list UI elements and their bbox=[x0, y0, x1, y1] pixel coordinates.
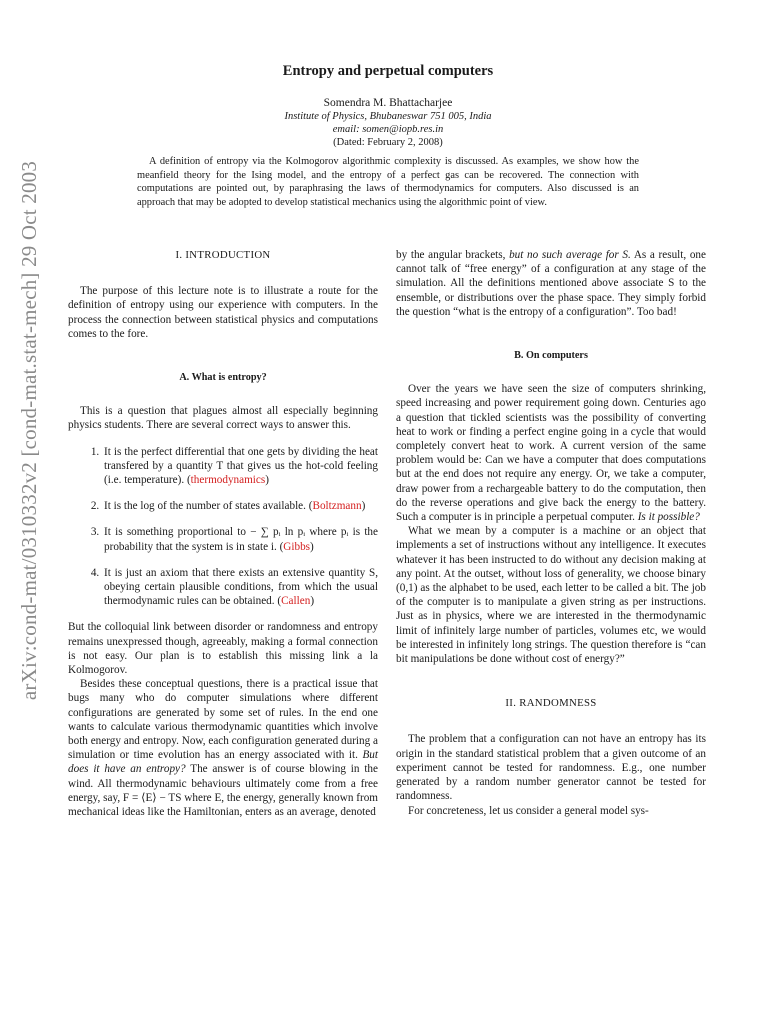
author: Somendra M. Bhattacharjee bbox=[323, 97, 453, 109]
citation-link[interactable]: thermodynamics bbox=[190, 474, 266, 487]
entropy-definitions-list bbox=[68, 445, 378, 609]
continued-paragraph: by the angular brackets, but no such average for S. As a result, one cannot talk of “free energy” of a configuration at any stage of the simulation. All the definitions mentioned above associate S to the ensemble, or distributions over the phase space. They simply forbid the question “what is the entropy of a configuration”. Too bad! bbox=[396, 249, 706, 318]
paper-title: Entropy and perpetual computers bbox=[282, 63, 494, 79]
randomness-paragraph: The problem that a configuration can not have an entropy has its origin in the standard statistical problem that a given outcome of an experiment cannot be tested for randomness. E.g., one number generated by a random number generator cannot be tested for randomness. bbox=[396, 733, 706, 803]
besides-paragraph: Besides these conceptual questions, there is a practical issue that bugs many who do computer simulations where different configurations are generated by some set of rules. In the end one wants to calculate various thermodynamic quantities which involve both energy and entropy. Now, each configuration generated during a simulation or time evolution has an energy associated with it. But does it have an entropy? The answer is of course blowing in the wind. All thermodynamic behaviours ultimately come from a free energy, say, F = ⟨E⟩ − TS where E, the energy, generally known from mechanical ideas like the Hamiltonian, enters as an average, denoted bbox=[68, 678, 378, 819]
affiliation: Institute of Physics, Bhubaneswar 751 005, India bbox=[284, 111, 492, 122]
subsection-heading-what-is-entropy: A. What is entropy? bbox=[179, 372, 267, 384]
citation-link[interactable]: Callen bbox=[281, 595, 311, 608]
concreteness-paragraph: For concreteness, let us consider a general model sys- bbox=[408, 804, 649, 817]
citation-link[interactable]: Gibbs bbox=[283, 540, 311, 553]
arxiv-stamp: arXiv:cond-mat/0310332v2 [cond-mat.stat-mech] 29 Oct 2003 bbox=[17, 160, 42, 700]
right-column bbox=[396, 248, 706, 818]
colloquial-paragraph: But the colloquial link between disorder or randomness and entropy remains unexpressed though, agreeably, making a formal connection is not easy. Our plan is to establish this missing link a la Kolmogorov. bbox=[68, 621, 378, 677]
computer-definition-paragraph: What we mean by a computer is a machine or an object that implements a set of instructions without any intelligence. It executes whatever it has been instructed to do without any decision making at any point. At the outset, without loss of generality, we choose binary (0,1) as the alphabet to be used, each letter to be called a bit. The job of the computer is to manipulate a given string as per instructions. Just as in physics, where we are interested in the thermodynamic limit of infinitely large number of particles, volumes etc, we would be interested in infinitely long strings. The question therefore is “can bit manipulations be done without cost of energy?” bbox=[396, 525, 706, 666]
intro-paragraph: The purpose of this lecture note is to illustrate a route for the definition of entropy using our experience with computers. In the process the connection between statistical physics and computations comes to the fore. bbox=[68, 285, 378, 340]
computers-paragraph: Over the years we have seen the size of computers shrinking, speed increasing and power requirement going down. Centuries ago a question that tickled scientists was the possibility of converting heat to work or finding a perfect engine going in a cycle that would completely convert heat to work. A current version of the same problem would be: Can we have a computer that does computations but at the end does not require any energy. Or, we take a computer, draw power from a rechargeable battery to do the computation, then do the reverse operations and give back the energy to the battery. Such a computer is in principle a perpetual computer. Is it possible? bbox=[396, 383, 706, 524]
email: email: somen@iopb.res.in bbox=[332, 124, 444, 135]
paper-header bbox=[140, 63, 636, 148]
subsection-heading-on-computers: B. On computers bbox=[514, 350, 588, 362]
dated: (Dated: February 2, 2008) bbox=[333, 137, 443, 148]
abstract: A definition of entropy via the Kolmogorov algorithmic complexity is discussed. As examples, we show how the meanfield theory for the Ising model, and the entropy of a perfect gas can be recovered. The connection with computations are pointed out, by paraphrasing the laws of thermodynamics for computers. Also discussed is an approach that may be adopted to develop statistical mechanics using the algorithmic point of view. bbox=[137, 156, 639, 209]
list-item: 4. It is just an axiom that there exists an extensive quantity S, obeying certain plausible conditions, from which the usual thermodynamic rules can be obtained. (Callen) bbox=[102, 566, 378, 609]
citation-link[interactable]: Boltzmann bbox=[312, 500, 362, 513]
question-paragraph: This is a question that plagues almost all especially beginning physics students. There are several correct ways to answer this. bbox=[68, 405, 378, 432]
section-heading-randomness: II. RANDOMNESS bbox=[505, 697, 597, 710]
list-item: 2. It is the log of the number of states available. (Boltzmann) bbox=[102, 499, 378, 513]
section-heading-introduction: I. INTRODUCTION bbox=[175, 249, 271, 261]
left-column bbox=[68, 248, 378, 819]
list-item: 3. It is something proportional to − ∑ pᵢ ln pᵢ where pᵢ is the probability that the system is in state i. (Gibbs) bbox=[102, 525, 378, 553]
list-item: 1. It is the perfect differential that one gets by dividing the heat transfered by a quantity T that gives us the hot-cold feeling (i.e. temperature). (thermodynamics) bbox=[102, 445, 378, 488]
